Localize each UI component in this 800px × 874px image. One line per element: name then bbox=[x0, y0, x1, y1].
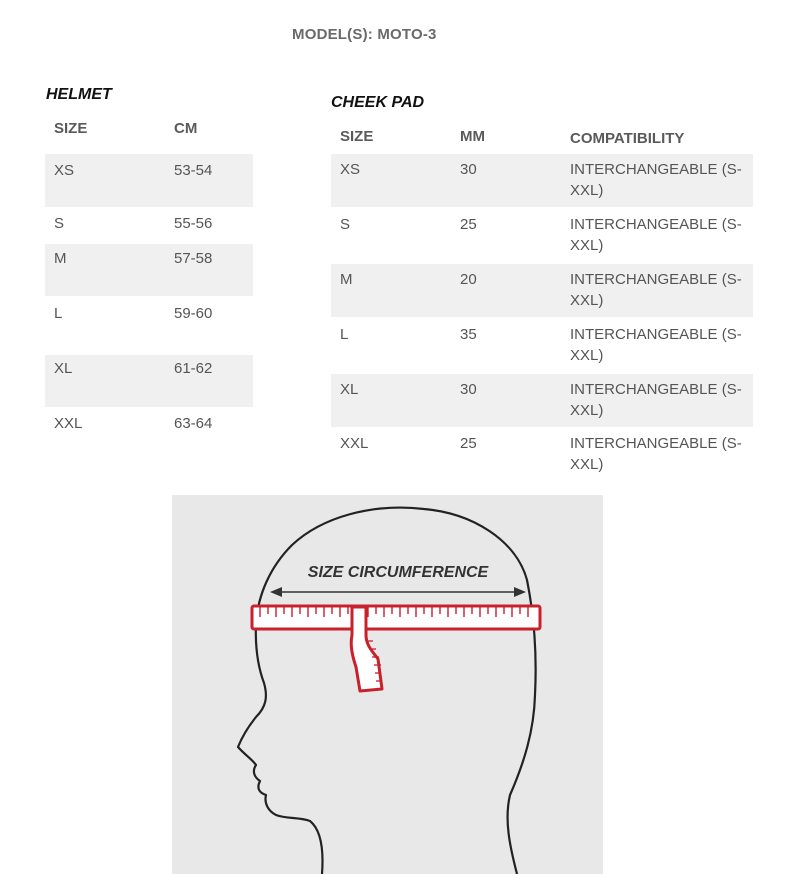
compatibility-cell: INTERCHANGEABLE (S-XXL) bbox=[570, 435, 742, 473]
table-row bbox=[331, 207, 753, 264]
compatibility-cell: INTERCHANGEABLE (S-XXL) bbox=[570, 161, 742, 199]
cheek-pad-table bbox=[331, 120, 753, 483]
helmet-title: HELMET bbox=[46, 86, 112, 103]
cm-cell: 53-54 bbox=[174, 162, 213, 179]
table-row bbox=[331, 264, 753, 317]
cheek-pad-title: CHEEK PAD bbox=[331, 94, 425, 111]
mm-cell: 25 bbox=[460, 435, 477, 452]
cm-cell: 61-62 bbox=[174, 360, 213, 377]
size-cell: M bbox=[54, 250, 67, 267]
head-measurement-diagram bbox=[172, 495, 603, 874]
measuring-tape-band bbox=[252, 606, 540, 629]
compatibility-cell: INTERCHANGEABLE (S-XXL) bbox=[570, 381, 742, 419]
size-cell: XL bbox=[340, 381, 359, 398]
head-silhouette bbox=[238, 508, 536, 874]
size-cell: XS bbox=[54, 162, 75, 179]
table-header-row bbox=[45, 112, 253, 154]
size-cell: XS bbox=[340, 161, 361, 178]
header-size: SIZE bbox=[54, 120, 88, 137]
table-row bbox=[45, 207, 253, 244]
table-row bbox=[45, 407, 253, 447]
size-cell: XL bbox=[54, 360, 73, 377]
compatibility-cell: INTERCHANGEABLE (S-XXL) bbox=[570, 216, 742, 254]
head-outline-illustration bbox=[172, 495, 603, 874]
size-cell: S bbox=[340, 216, 351, 233]
size-cell: L bbox=[340, 326, 349, 343]
size-cell: XXL bbox=[54, 415, 83, 432]
mm-cell: 30 bbox=[460, 161, 477, 178]
cm-cell: 57-58 bbox=[174, 250, 213, 267]
compatibility-cell: INTERCHANGEABLE (S-XXL) bbox=[570, 326, 742, 364]
size-cell: M bbox=[340, 271, 353, 288]
model-line: MODEL(S): MOTO-3 bbox=[292, 26, 437, 43]
mm-cell: 30 bbox=[460, 381, 477, 398]
header-compatibility: COMPATIBILITY bbox=[570, 130, 685, 147]
size-cell: S bbox=[54, 215, 65, 232]
table-row bbox=[45, 154, 253, 207]
mm-cell: 20 bbox=[460, 271, 477, 288]
table-row bbox=[45, 355, 253, 407]
size-cell: L bbox=[54, 305, 63, 322]
header-size: SIZE bbox=[340, 128, 374, 145]
cm-cell: 63-64 bbox=[174, 415, 213, 432]
cm-cell: 55-56 bbox=[174, 215, 213, 232]
helmet-size-table bbox=[45, 112, 253, 447]
compatibility-cell: INTERCHANGEABLE (S-XXL) bbox=[570, 271, 742, 309]
table-header-row bbox=[331, 120, 753, 154]
table-row bbox=[45, 244, 253, 296]
table-row bbox=[45, 296, 253, 355]
table-row bbox=[331, 427, 753, 483]
table-row bbox=[331, 154, 753, 207]
size-circumference-label: SIZE CIRCUMFERENCE bbox=[307, 564, 489, 581]
table-row bbox=[331, 374, 753, 427]
header-cm: CM bbox=[174, 120, 198, 137]
cm-cell: 59-60 bbox=[174, 305, 213, 322]
table-row bbox=[331, 317, 753, 374]
header-mm: MM bbox=[460, 128, 485, 145]
size-cell: XXL bbox=[340, 435, 369, 452]
mm-cell: 35 bbox=[460, 326, 477, 343]
mm-cell: 25 bbox=[460, 216, 477, 233]
